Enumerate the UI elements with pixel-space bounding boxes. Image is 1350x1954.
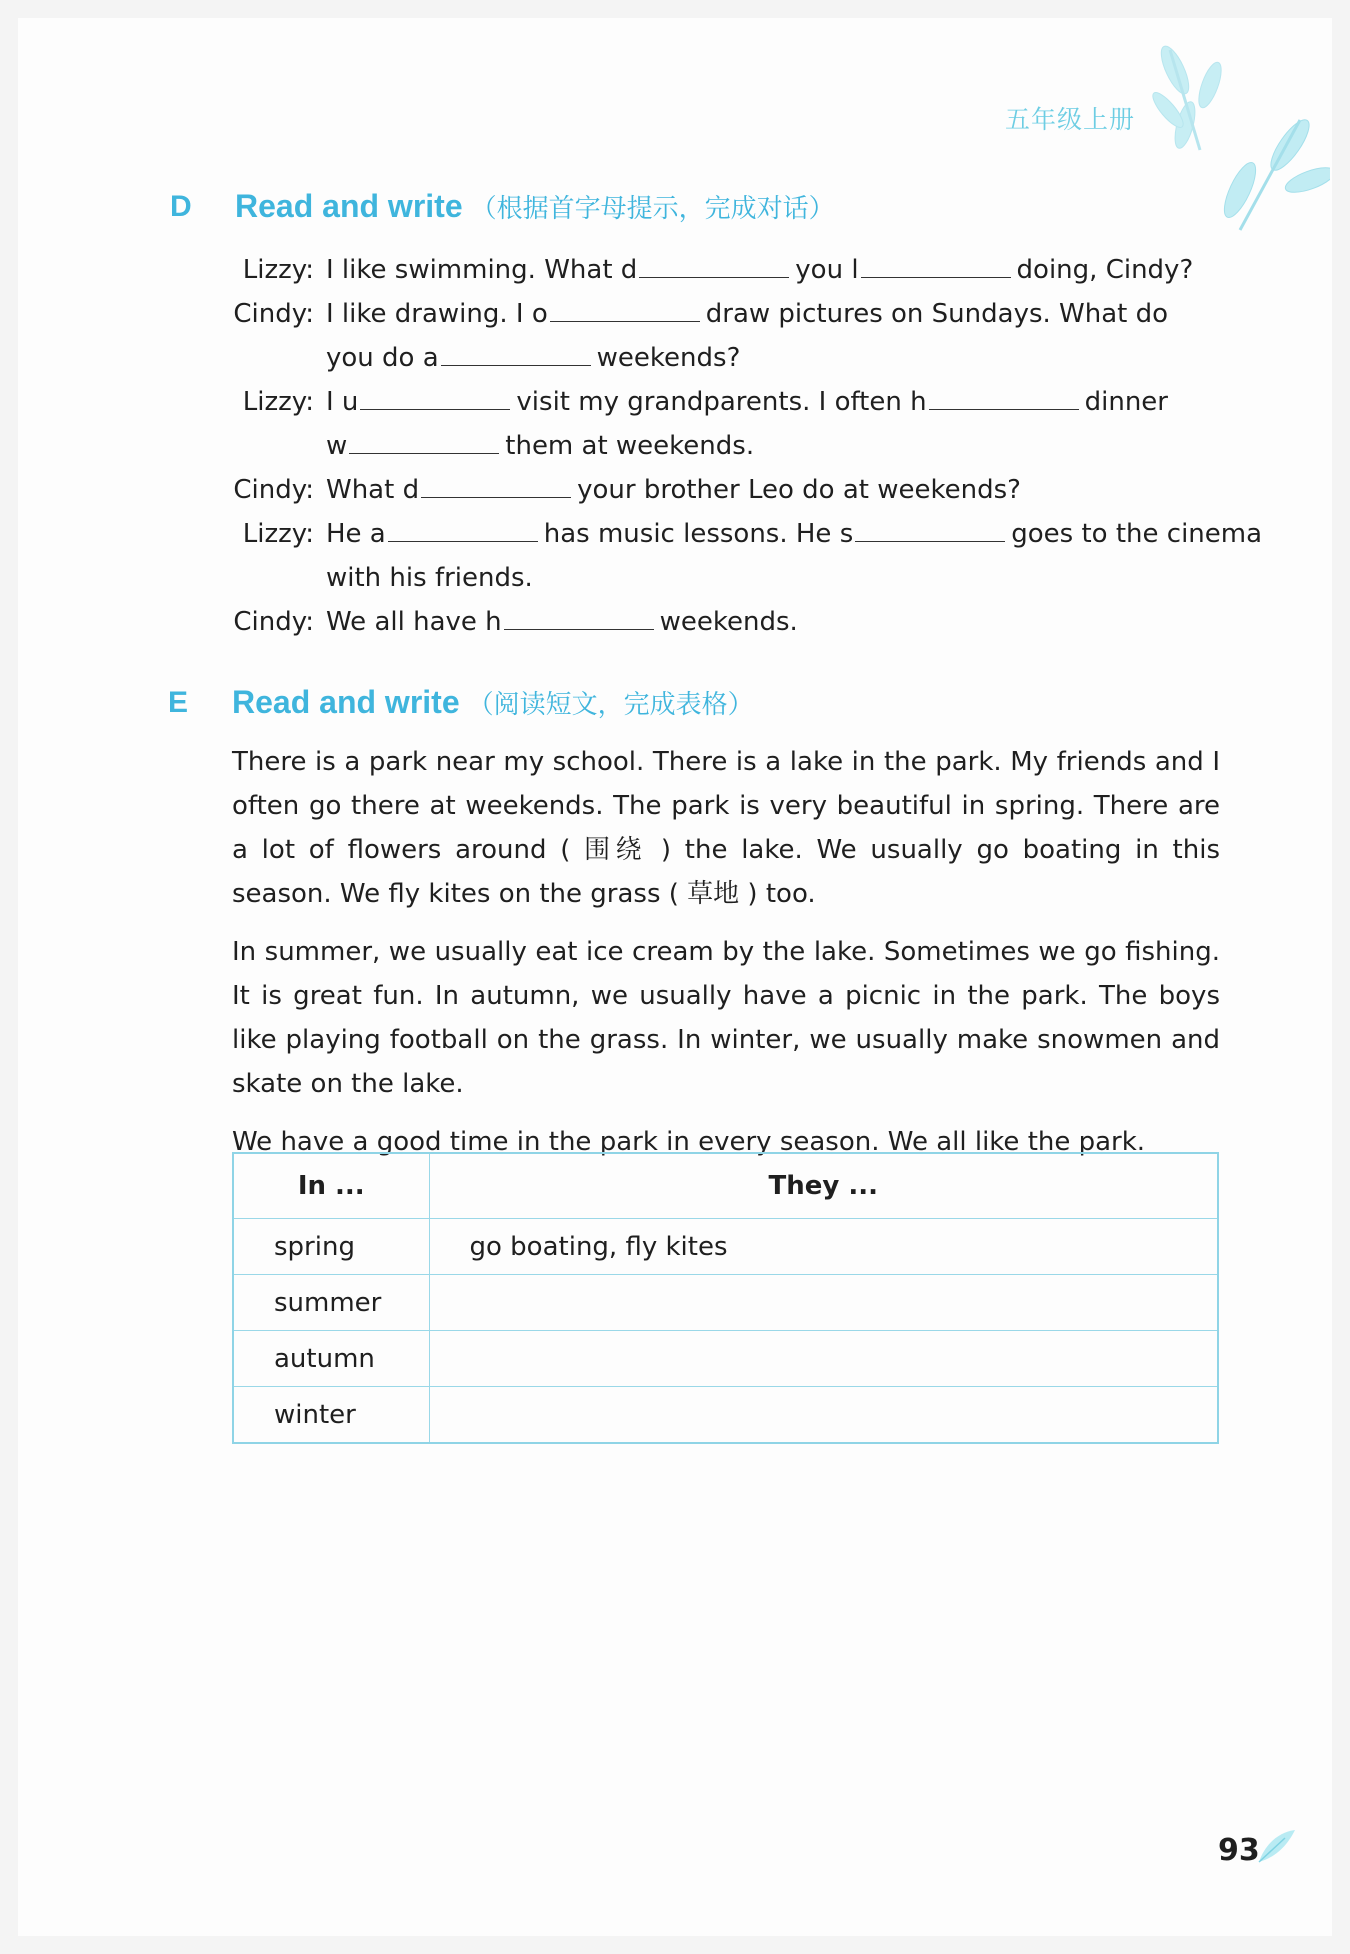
speech-text: I like swimming. What d <box>326 255 638 285</box>
column-header-they: They ... <box>429 1153 1218 1219</box>
dialogue-line-2 <box>200 292 1250 336</box>
section-d-title <box>235 188 835 225</box>
table-row <box>233 1275 1218 1331</box>
dialogue-line-5 <box>200 424 1250 468</box>
fill-blank[interactable] <box>929 381 1079 410</box>
reading-passage <box>232 740 1220 1178</box>
speech-text: with his friends. <box>326 563 533 593</box>
speech <box>326 600 798 644</box>
fill-blank[interactable] <box>639 249 789 278</box>
speech-text: you do a <box>326 343 439 373</box>
speech <box>326 248 1193 292</box>
speech <box>326 380 1168 424</box>
speech <box>326 556 533 600</box>
speaker: Cindy: <box>233 475 314 505</box>
activity-cell[interactable] <box>429 1331 1218 1387</box>
leaf-icon <box>1255 1826 1299 1866</box>
book-title: 五年级上册 <box>1005 105 1136 134</box>
table-row <box>233 1331 1218 1387</box>
speech-text: you l <box>795 255 859 285</box>
speech-text: We all have h <box>326 607 502 637</box>
speech-text: w <box>326 431 348 461</box>
page-number: 93 <box>1218 1833 1260 1868</box>
table-row <box>233 1387 1218 1444</box>
speech <box>326 424 754 468</box>
speech-text: weekends? <box>596 343 741 373</box>
fill-blank[interactable] <box>349 425 499 454</box>
column-header-in: In ... <box>233 1153 429 1219</box>
season-cell: spring <box>233 1219 429 1275</box>
speech-text: goes to the cinema <box>1011 519 1263 549</box>
speech-text: draw pictures on Sundays. What do <box>705 299 1169 329</box>
fill-blank[interactable] <box>504 601 654 630</box>
speaker: Cindy: <box>233 607 314 637</box>
speech-text: I u <box>326 387 359 417</box>
fill-blank[interactable] <box>441 337 591 366</box>
activity-cell[interactable]: go boating, fly kites <box>429 1219 1218 1275</box>
fill-blank[interactable] <box>855 513 1005 542</box>
section-d-hint: （根据首字母提示，完成对话） <box>470 194 835 224</box>
speech-text: He a <box>326 519 386 549</box>
passage-paragraph: There is a park near my school. There is a lake in the park. My friends and I often go there at weekends. The park is very beautiful in spring. There are a lot of flowers around ( 围绕 ) the lake. We usually go boating in this season. We fly kites on the grass ( 草地 ) too. <box>232 747 1220 909</box>
dialogue-line-7 <box>200 512 1263 556</box>
speech-text: them at weekends. <box>505 431 755 461</box>
dialogue-line-4 <box>200 380 1250 424</box>
season-cell: autumn <box>233 1331 429 1387</box>
speech-text: weekends. <box>659 607 798 637</box>
fill-blank[interactable] <box>550 293 700 322</box>
season-cell: summer <box>233 1275 429 1331</box>
speaker: Cindy: <box>233 299 314 329</box>
speech-text: doing, Cindy? <box>1016 255 1194 285</box>
speech <box>326 512 1262 556</box>
dialogue-line-3 <box>200 336 1250 380</box>
dialogue <box>200 248 1263 644</box>
speaker: Lizzy: <box>242 519 314 549</box>
speech-text: What d <box>326 475 420 505</box>
season-cell: winter <box>233 1387 429 1444</box>
table-row <box>233 1219 1218 1275</box>
dialogue-line-8 <box>200 556 1250 600</box>
fill-blank[interactable] <box>861 249 1011 278</box>
speech-text: has music lessons. He s <box>543 519 854 549</box>
speech <box>326 292 1168 336</box>
speech-text: your brother Leo do at weekends? <box>577 475 1021 505</box>
activity-cell[interactable] <box>429 1275 1218 1331</box>
section-e-hint: （阅读短文，完成表格） <box>467 690 754 720</box>
section-e-title-text: Read and write <box>232 684 460 720</box>
speech-text: visit my grandparents. I often h <box>516 387 927 417</box>
passage-paragraph: In summer, we usually eat ice cream by the lake. Sometimes we go fishing. It is great fun. In autumn, we usually have a picnic in the park. The boys like playing football on the grass. In winter, we usually make snowmen and skate on the lake. <box>232 937 1220 1099</box>
section-d-letter: D <box>170 190 192 223</box>
section-e-letter: E <box>168 686 189 719</box>
section-d-title-text: Read and write <box>235 188 463 224</box>
dialogue-line-6 <box>200 468 1250 512</box>
speaker: Lizzy: <box>242 387 314 417</box>
passage-paragraph: We have a good time in the park in every season. We all like the park. <box>232 1127 1146 1157</box>
activity-cell[interactable] <box>429 1387 1218 1444</box>
dialogue-line-1 <box>200 248 1250 292</box>
season-activity-table <box>232 1152 1219 1444</box>
speech <box>326 336 740 380</box>
section-e-title <box>232 684 754 721</box>
fill-blank[interactable] <box>360 381 510 410</box>
table-header-row <box>233 1153 1218 1219</box>
dragonfly-icon <box>1140 30 1330 240</box>
fill-blank[interactable] <box>421 469 571 498</box>
dialogue-line-9 <box>200 600 1250 644</box>
speech-text: dinner <box>1084 387 1168 417</box>
speaker: Lizzy: <box>242 255 314 285</box>
fill-blank[interactable] <box>388 513 538 542</box>
speech-text: I like drawing. I o <box>326 299 548 329</box>
speech <box>326 468 1021 512</box>
